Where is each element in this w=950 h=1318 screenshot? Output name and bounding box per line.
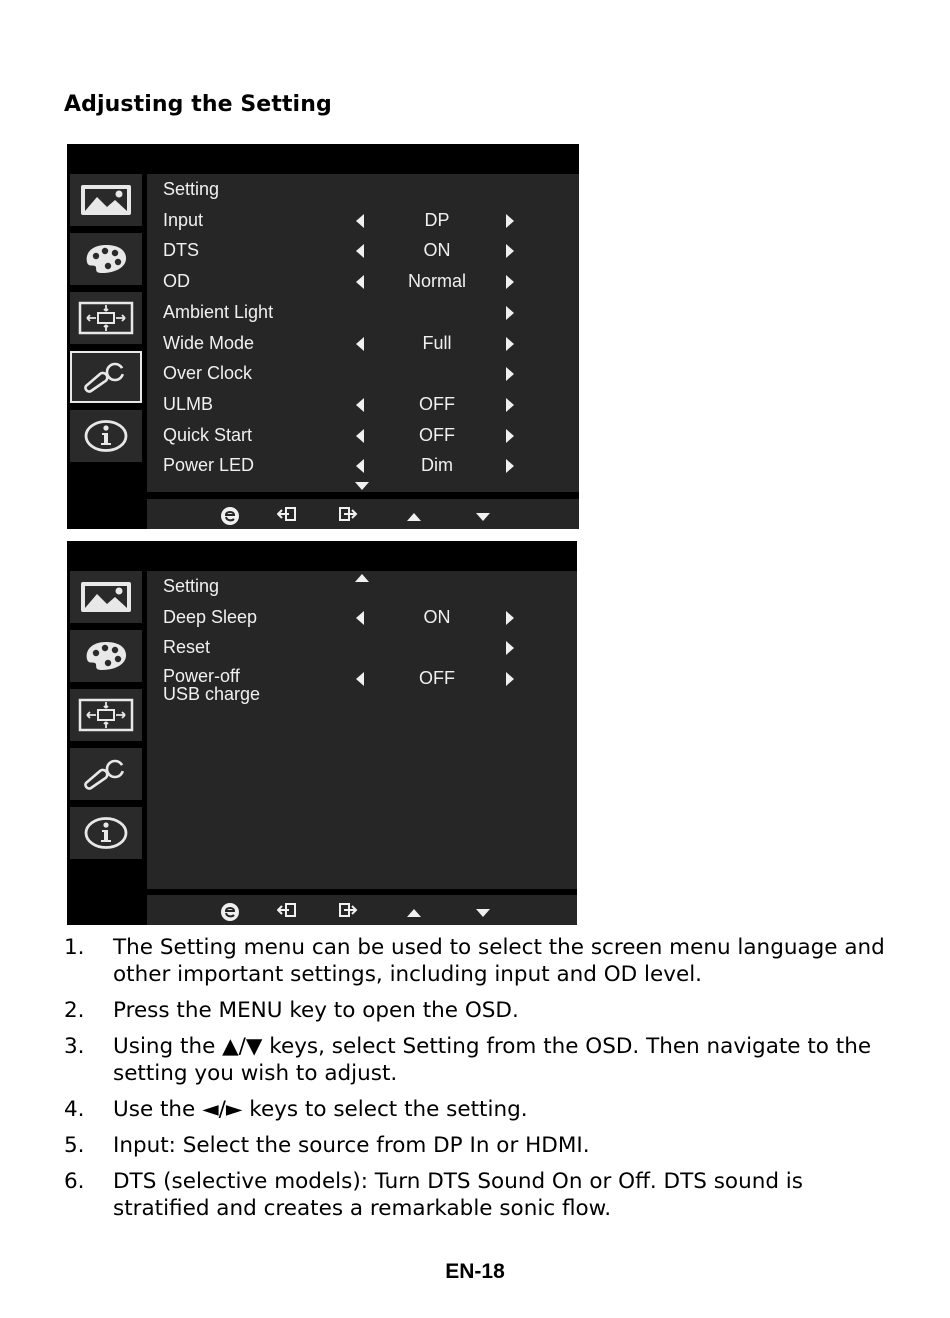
menu-row-power-led[interactable] xyxy=(147,454,577,478)
menu-label: Input xyxy=(163,209,204,230)
right-arrow-icon[interactable] xyxy=(506,641,514,655)
menu-value: ON xyxy=(423,240,451,261)
page-number: EN-18 xyxy=(445,1260,505,1283)
right-arrow-icon[interactable] xyxy=(506,398,514,412)
menu-label: Deep Sleep xyxy=(163,606,258,627)
left-arrow-icon[interactable] xyxy=(356,337,364,351)
right-arrow-icon[interactable] xyxy=(506,306,514,320)
scroll-up-indicator-icon xyxy=(355,574,369,582)
sidebar-item-screen-size[interactable] xyxy=(70,689,142,741)
exit-key-icon[interactable] xyxy=(338,902,358,923)
sidebar-item-color-palette[interactable] xyxy=(70,233,142,285)
osd-nav-bar xyxy=(147,499,579,529)
menu-label: ULMB xyxy=(163,393,214,414)
menu-row-wide-mode[interactable] xyxy=(147,332,577,356)
picture-icon xyxy=(79,183,133,217)
menu-row-over-clock[interactable] xyxy=(147,362,577,386)
menu-row-input[interactable] xyxy=(147,209,577,233)
screen-size-icon xyxy=(78,301,134,335)
osd-menu-page-2 xyxy=(67,541,577,925)
color-palette-icon xyxy=(83,242,129,276)
menu-label: Power LED xyxy=(163,455,255,476)
menu-value: Normal xyxy=(407,271,466,292)
step-text: DTS (selective models): Turn DTS Sound On or Off. DTS sound is stratified and creates a remarkable sonic flow. xyxy=(113,1169,803,1221)
menu-value: ON xyxy=(423,606,451,627)
down-key-icon[interactable] xyxy=(475,509,491,527)
menu-row-deep-sleep[interactable] xyxy=(147,606,577,630)
sidebar-item-setting[interactable] xyxy=(70,748,142,800)
step-text: Input: Select the source from DP In or HDMI. xyxy=(113,1133,590,1158)
instruction-steps xyxy=(64,934,894,1231)
sidebar-item-setting[interactable] xyxy=(70,351,142,403)
step-number: 4. xyxy=(64,1097,85,1122)
menu-row-ambient-light[interactable] xyxy=(147,301,577,325)
right-arrow-icon[interactable] xyxy=(506,214,514,228)
setting-icon xyxy=(82,360,130,394)
menu-row-od[interactable] xyxy=(147,270,577,294)
right-arrow-icon[interactable] xyxy=(506,275,514,289)
sidebar-item-picture[interactable] xyxy=(70,571,142,623)
right-arrow-icon[interactable] xyxy=(506,459,514,473)
step-item xyxy=(64,1132,894,1159)
left-arrow-icon[interactable] xyxy=(356,398,364,412)
right-arrow-icon[interactable] xyxy=(506,367,514,381)
menu-label: Quick Start xyxy=(163,424,253,445)
step-number: 1. xyxy=(64,935,85,960)
e-key-icon[interactable] xyxy=(220,506,240,529)
step-item xyxy=(64,1168,894,1222)
down-key-icon[interactable] xyxy=(475,905,491,923)
menu-row-reset[interactable] xyxy=(147,636,577,660)
left-arrow-icon[interactable] xyxy=(356,244,364,258)
left-arrow-icon[interactable] xyxy=(356,611,364,625)
menu-label: OD xyxy=(163,271,190,292)
sidebar-item-color-palette[interactable] xyxy=(70,630,142,682)
menu-row-dts[interactable] xyxy=(147,239,577,263)
menu-value: OFF xyxy=(419,393,455,414)
menu-value: Full xyxy=(422,332,452,353)
sidebar-item-info[interactable] xyxy=(70,807,142,859)
menu-value: OFF xyxy=(419,424,455,445)
step-text: Press the MENU key to open the OSD. xyxy=(113,998,519,1023)
right-arrow-icon[interactable] xyxy=(506,611,514,625)
step-item xyxy=(64,1096,894,1123)
screen-size-icon xyxy=(78,698,134,732)
sidebar-item-picture[interactable] xyxy=(70,174,142,226)
menu-value: Dim xyxy=(421,455,453,476)
menu-label: Over Clock xyxy=(163,363,253,384)
step-item xyxy=(64,997,894,1024)
left-arrow-icon[interactable] xyxy=(356,214,364,228)
color-palette-icon xyxy=(83,639,129,673)
step-text: The Setting menu can be used to select the screen menu language and other important settings, including input and OD level. xyxy=(113,935,885,987)
setting-icon xyxy=(82,757,130,791)
step-text: Use the ◄/► keys to select the setting. xyxy=(113,1097,528,1122)
menu-row-quick-start[interactable] xyxy=(147,424,577,448)
right-arrow-icon[interactable] xyxy=(506,337,514,351)
left-arrow-icon[interactable] xyxy=(356,459,364,473)
menu-label: Power-off USB charge xyxy=(163,666,261,705)
section-heading: Adjusting the Setting xyxy=(64,92,332,117)
osd-menu-page-1 xyxy=(67,144,579,529)
right-arrow-icon[interactable] xyxy=(506,244,514,258)
menu-label: Setting xyxy=(163,576,220,596)
menu-label: Wide Mode xyxy=(163,332,255,353)
menu-row-power-off-usb-charge[interactable] xyxy=(147,666,577,705)
step-number: 6. xyxy=(64,1169,85,1194)
scroll-down-indicator-icon xyxy=(355,482,369,490)
info-icon xyxy=(83,816,129,850)
menu-label: Reset xyxy=(163,637,211,658)
menu-label: Ambient Light xyxy=(163,301,274,322)
menu-value: OFF xyxy=(419,668,455,689)
sidebar-item-screen-size[interactable] xyxy=(70,292,142,344)
exit-key-icon[interactable] xyxy=(338,506,358,527)
step-number: 2. xyxy=(64,998,85,1023)
picture-icon xyxy=(79,580,133,614)
e-key-icon[interactable] xyxy=(220,902,240,925)
up-key-icon[interactable] xyxy=(406,905,422,923)
menu-label: Setting xyxy=(163,179,220,199)
left-arrow-icon[interactable] xyxy=(356,429,364,443)
left-arrow-icon[interactable] xyxy=(356,275,364,289)
step-number: 5. xyxy=(64,1133,85,1158)
step-item xyxy=(64,1033,894,1087)
up-key-icon[interactable] xyxy=(406,509,422,527)
input-key-icon[interactable] xyxy=(277,506,297,527)
menu-title xyxy=(147,178,577,202)
right-arrow-icon[interactable] xyxy=(506,429,514,443)
menu-row-ulmb[interactable] xyxy=(147,393,577,417)
step-item xyxy=(64,934,894,988)
menu-value: DP xyxy=(424,209,450,230)
step-text: Using the ▲/▼ keys, select Setting from the OSD. Then navigate to the setting you wish to adjust. xyxy=(113,1034,872,1086)
osd-nav-bar xyxy=(147,895,577,925)
step-number: 3. xyxy=(64,1034,85,1059)
input-key-icon[interactable] xyxy=(277,902,297,923)
menu-label: DTS xyxy=(163,240,199,261)
sidebar-item-info[interactable] xyxy=(70,410,142,462)
right-arrow-icon[interactable] xyxy=(506,672,514,686)
info-icon xyxy=(83,419,129,453)
left-arrow-icon[interactable] xyxy=(356,672,364,686)
